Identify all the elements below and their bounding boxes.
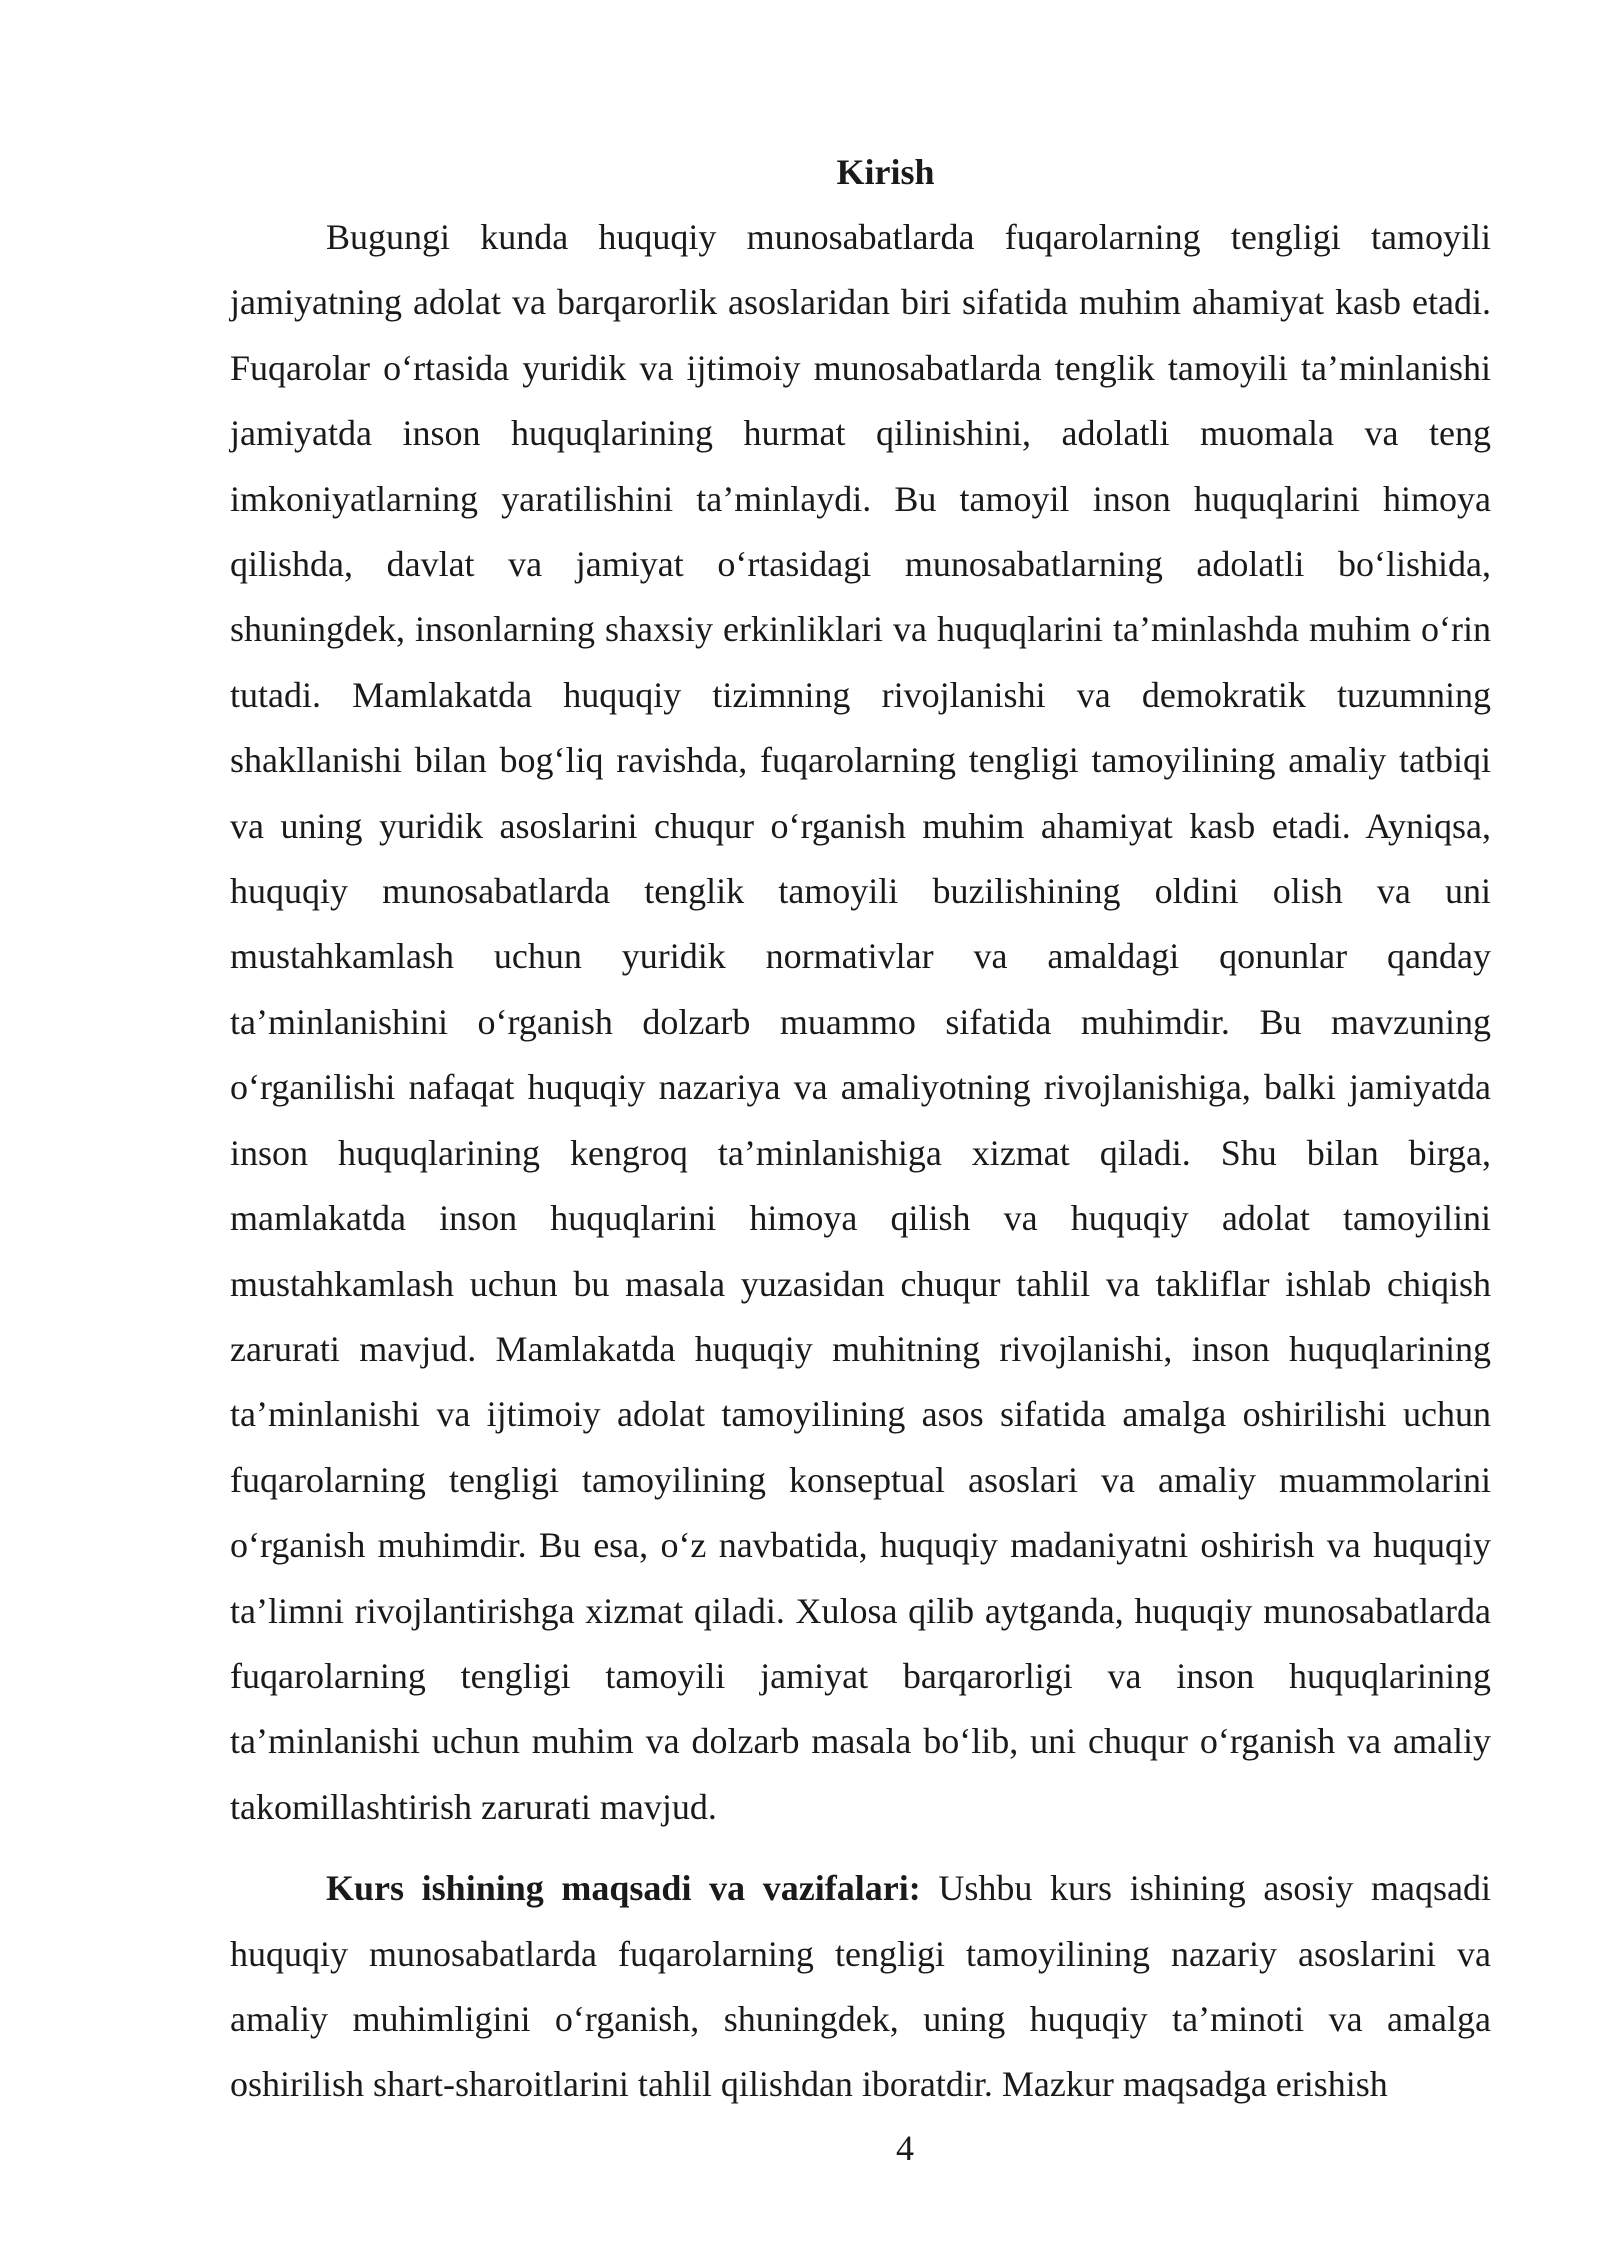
document-page: [230, 140, 1491, 2118]
goals-paragraph: [230, 1856, 1491, 2118]
page-number: 4: [896, 2128, 914, 2168]
goals-lead-label: Kurs ishining maqsadi va vazifalari:: [326, 1868, 921, 1909]
goals-paragraph-text: Ushbu kurs ishining asosiy maqsadi huquqiy munosabatlarda fuqarolarning tengligi tamoyilining nazariy asoslarini va amaliy muhimligini o‘rganish, shuningdek, uning huquqiy ta’minoti va amalga oshirilish shart-sharoitlarini tahlil qilishdan iboratdir. Mazkur maqsadga erishish: [230, 1868, 1492, 2105]
section-heading: Kirish: [836, 152, 935, 192]
introduction-paragraph: Bugungi kunda huquqiy munosabatlarda fuqarolarning tengligi tamoyili jamiyatning adolat va barqarorlik asoslaridan biri sifatida muhim ahamiyat kasb etadi. Fuqarolar o‘rtasida yuridik va ijtimoiy munosabatlarda tenglik tamoyili ta’minlanishi jamiyatda inson huquqlarining hurmat qilinishini, adolatli muomala va teng imkoniyatlarning yaratilishini ta’minlaydi. Bu tamoyil inson huquqlarini himoya qilishda, davlat va jamiyat o‘rtasidagi munosabatlarning adolatli bo‘lishida, shuningdek, insonlarning shaxsiy erkinliklari va huquqlarini ta’minlashda muhim o‘rin tutadi. Mamlakatda huquqiy tizimning rivojlanishi va demokratik tuzumning shakllanishi bilan bog‘liq ravishda, fuqarolarning tengligi tamoyilining amaliy tatbiqi va uning yuridik asoslarini chuqur o‘rganish muhim ahamiyat kasb etadi. Ayniqsa, huquqiy munosabatlarda tenglik tamoyili buzilishining oldini olish va uni mustahkamlash uchun yuridik normativlar va amaldagi qonunlar qanday ta’minlanishini o‘rganish dolzarb muammo sifatida muhimdir. Bu mavzuning o‘rganilishi nafaqat huquqiy nazariya va amaliyotning rivojlanishiga, balki jamiyatda inson huquqlarining kengroq ta’minlanishiga xizmat qiladi. Shu bilan birga, mamlakatda inson huquqlarini himoya qilish va huquqiy adolat tamoyilini mustahkamlash uchun bu masala yuzasidan chuqur tahlil va takliflar ishlab chiqish zarurati mavjud. Mamlakatda huquqiy muhitning rivojlanishi, inson huquqlarining ta’minlanishi va ijtimoiy adolat tamoyilining asos sifatida amalga oshirilishi uchun fuqarolarning tengligi tamoyilining konseptual asoslari va amaliy muammolarini o‘rganish muhimdir. Bu esa, o‘z navbatida, huquqiy madaniyatni oshirish va huquqiy ta’limni rivojlantirishga xizmat qiladi. Xulosa qilib aytganda, huquqiy munosabatlarda fuqarolarning tengligi tamoyili jamiyat barqarorligi va inson huquqlarining ta’minlanishi uchun muhim va dolzarb masala bo‘lib, uni chuqur o‘rganish va amaliy takomillashtirish zarurati mavjud.: [230, 217, 1491, 1827]
